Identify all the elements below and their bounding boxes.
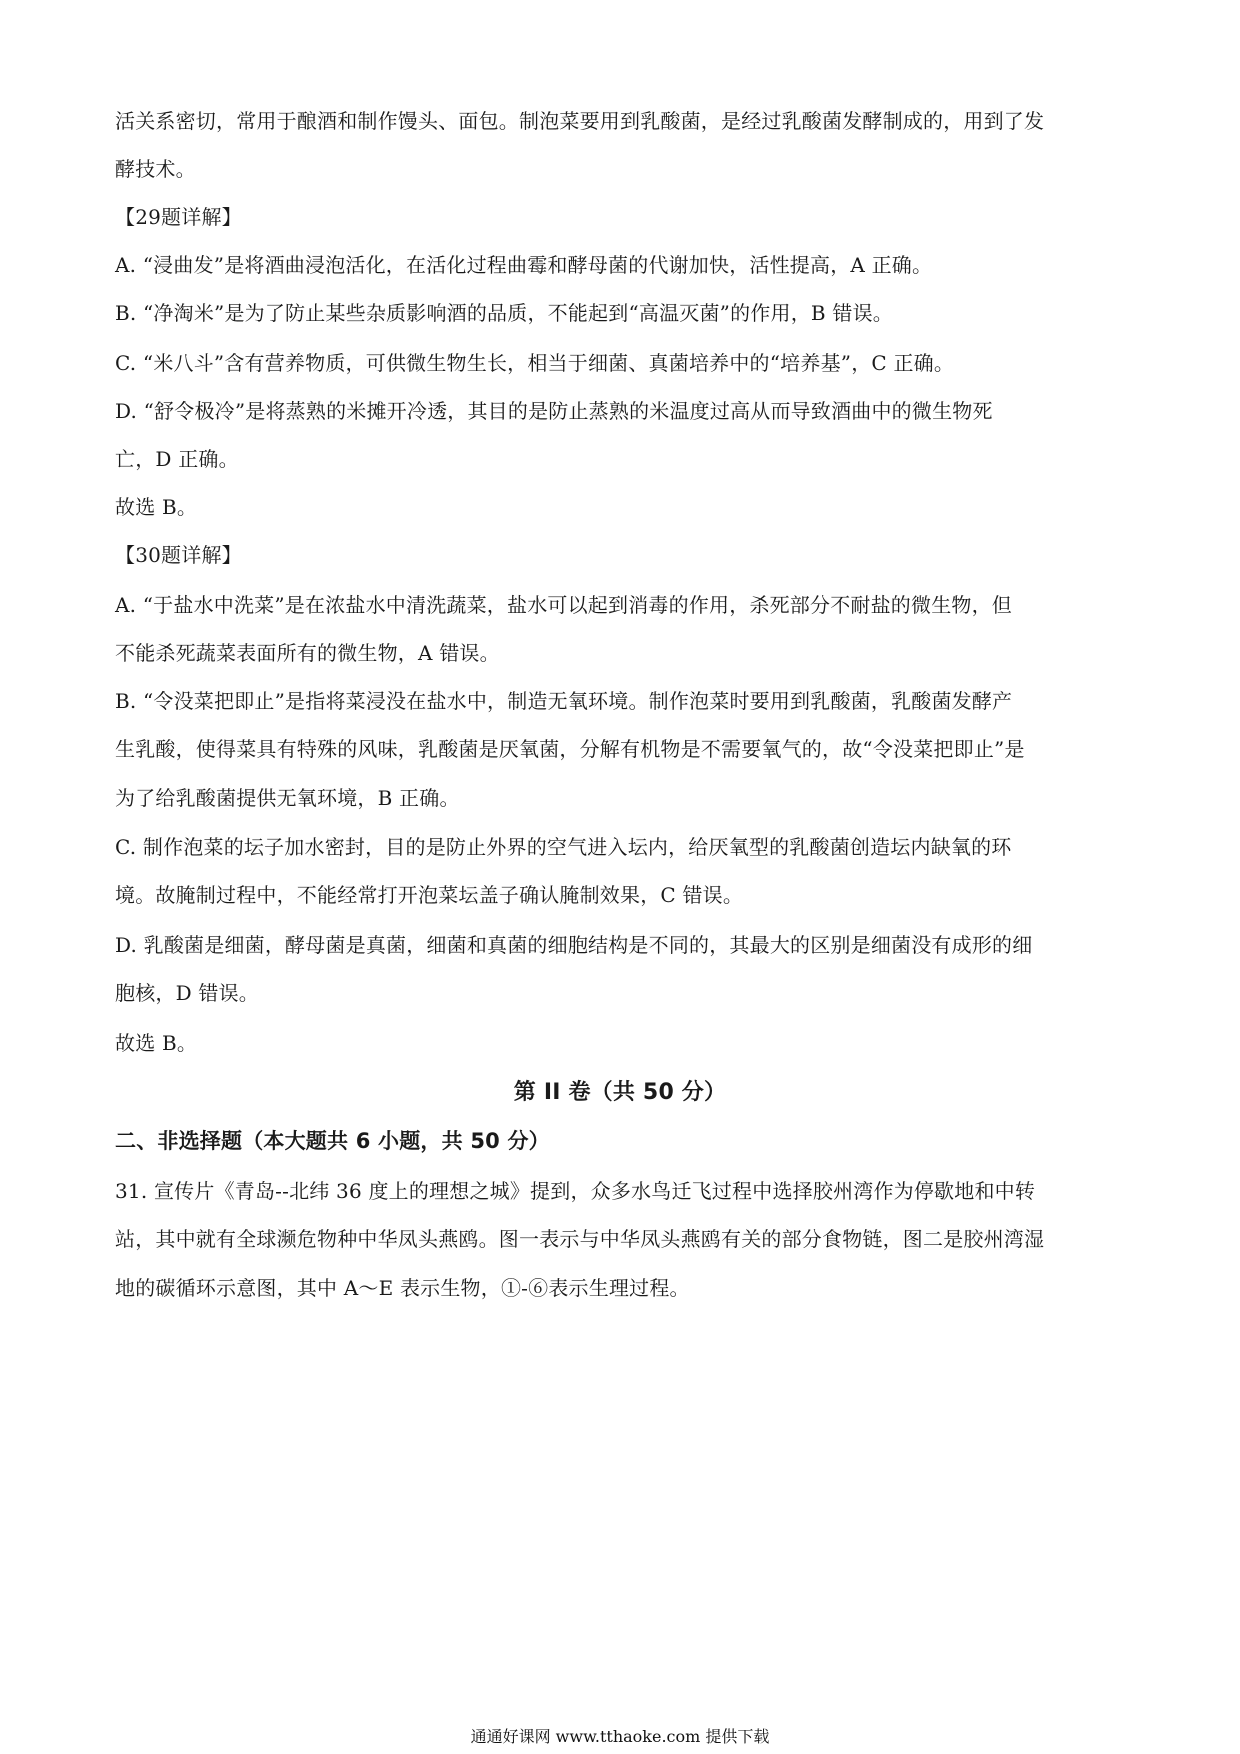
text-line: 故选 B。 (115, 495, 198, 519)
answer-heading-30: 【30题详解】 (115, 543, 242, 567)
text-line: D. 乳酸菌是细菌，酵母菌是真菌，细菌和真菌的细胞结构是不同的，其最大的区别是细菌没有成形的细 (115, 933, 1033, 957)
question-31-line: 31. 宣传片《青岛--北纬 36 度上的理想之城》提到，众多水鸟迁飞过程中选择胶州湾作为停歇地和中转 (115, 1179, 1036, 1203)
text-line: 胞核，D 错误。 (115, 981, 259, 1005)
footer-text: 通通好课网 www.tthaoke.com 提供下载 (470, 1727, 770, 1746)
text-line: 活关系密切，常用于酿酒和制作馒头、面包。制泡菜要用到乳酸菌，是经过乳酸菌发酵制成的，用到了发 (115, 109, 1045, 133)
text-line: 境。故腌制过程中，不能经常打开泡菜坛盖子确认腌制效果，C 错误。 (115, 883, 744, 907)
text-line: 生乳酸，使得菜具有特殊的风味，乳酸菌是厌氧菌，分解有机物是不需要氧气的，故“令没菜把即止”是 (115, 737, 1025, 761)
text-line: 亡，D 正确。 (115, 447, 239, 471)
text-line: A. “浸曲发”是将酒曲浸泡活化，在活化过程曲霉和酵母菌的代谢加快，活性提高，A 正确。 (115, 253, 933, 277)
text-line: B. “令没菜把即止”是指将菜浸没在盐水中，制造无氧环境。制作泡菜时要用到乳酸菌，乳酸菌发酵产 (115, 689, 1013, 713)
text-line: 不能杀死蔬菜表面所有的微生物，A 错误。 (115, 641, 500, 665)
answer-heading-29: 【29题详解】 (115, 205, 242, 229)
part-heading: 二、非选择题（本大题共 6 小题，共 50 分） (115, 1129, 550, 1153)
question-31-line: 地的碳循环示意图，其中 A～E 表示生物，①-⑥表示生理过程。 (115, 1276, 690, 1300)
text-line: C. “米八斗”含有营养物质，可供微生物生长，相当于细菌、真菌培养中的“培养基”，C 正确。 (115, 351, 955, 375)
question-31-line: 站，其中就有全球濒危物种中华凤头燕鸥。图一表示与中华凤头燕鸥有关的部分食物链，图二是胶州湾湿 (115, 1227, 1045, 1251)
text-line: B. “净淘米”是为了防止某些杂质影响酒的品质，不能起到“高温灭菌”的作用，B 错误。 (115, 301, 893, 325)
text-line: 故选 B。 (115, 1031, 198, 1055)
text-line: A. “于盐水中洗菜”是在浓盐水中清洗蔬菜，盐水可以起到消毒的作用，杀死部分不耐盐的微生物，但 (115, 593, 1013, 617)
text-line: D. “舒令极冷”是将蒸熟的米摊开冷透，其目的是防止蒸熟的米温度过高从而导致酒曲中的微生物死 (115, 399, 993, 423)
section-title: 第 II 卷（共 50 分） (513, 1080, 727, 1105)
text-line: 酵技术。 (115, 157, 196, 181)
text-line: C. 制作泡菜的坛子加水密封，目的是防止外界的空气进入坛内，给厌氧型的乳酸菌创造坛内缺氧的环 (115, 835, 1012, 859)
text-line: 为了给乳酸菌提供无氧环境，B 正确。 (115, 786, 460, 810)
